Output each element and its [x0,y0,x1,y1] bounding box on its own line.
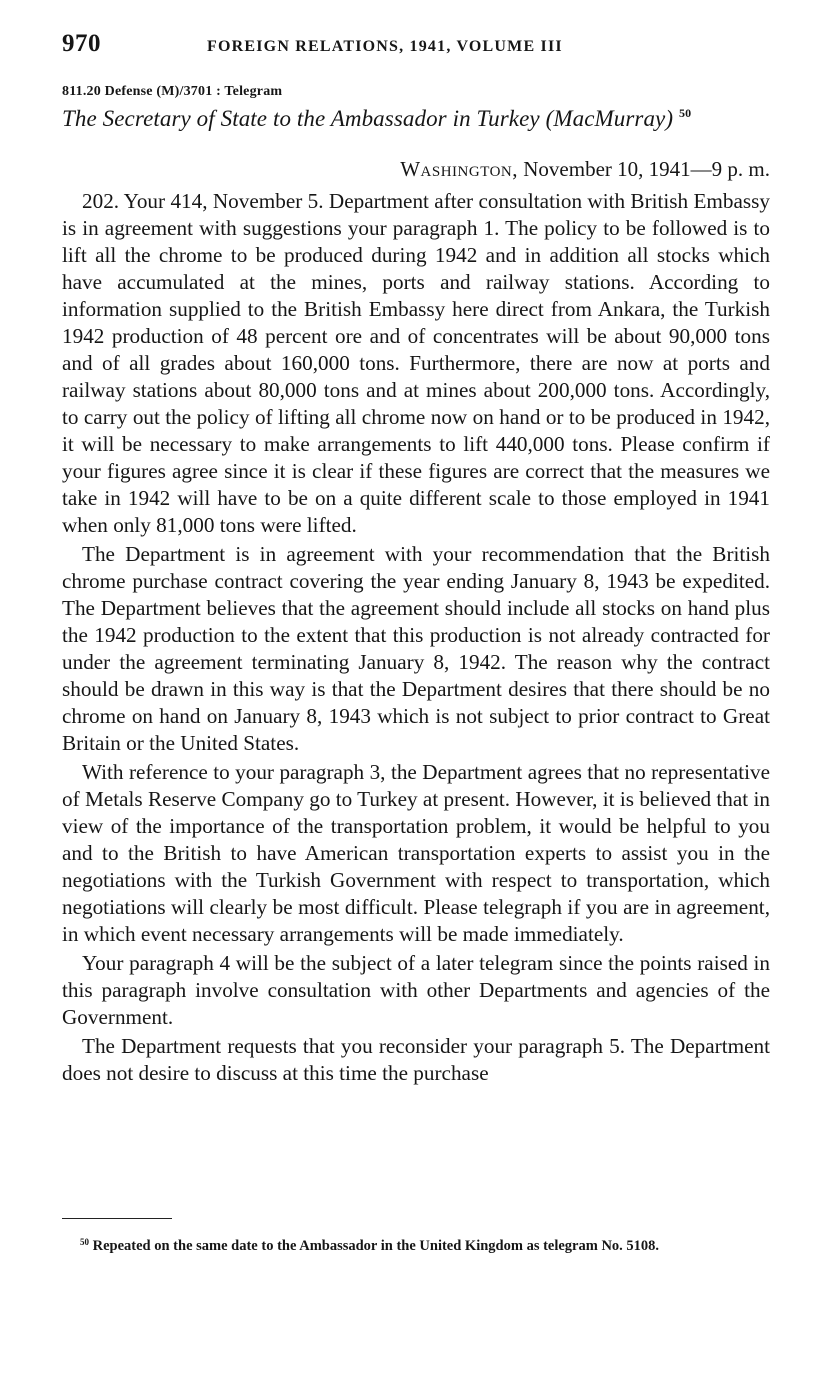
telegram-body [62,188,770,1089]
paragraph-4: Your paragraph 4 will be the subject of a later telegram since the points raised in this paragraph involve consultation with other Departments and agencies of the Government. [62,951,770,1029]
page-number: 970 [62,30,101,57]
title-footnote-mark: 50 [679,106,692,120]
document-title [62,106,770,132]
file-reference: 811.20 Defense (M)/3701 : Telegram [62,84,283,99]
footnote-divider [62,1218,172,1219]
page-header [62,30,770,66]
paragraph-1: 202. Your 414, November 5. Department after consultation with British Embassy is in agreement with suggestions your paragraph 1. The policy to be followed is to lift all the chrome to be produced during 1942 and in addition all stocks which have accumulated at the mines, ports and railway stations. According to information supplied to the British Embassy here direct from Ankara, the Turkish 1942 production of 48 percent ore and of concentrates will be about 90,000 tons and of all grades about 160,000 tons. Furthermore, there are now at ports and railway stations about 80,000 tons and at mines about 200,000 tons. Accordingly, to carry out the policy of lifting all chrome now on hand or to be produced in 1942, it will be necessary to make arrangements to lift 440,000 tons. Please confirm if your figures agree since it is clear if these figures are correct that the measures we take in 1942 will have to be on a quite different scale to those employed in 1941 when only 81,000 tons were lifted. [62,189,770,537]
dateline [400,157,770,182]
dateline-place: Washington, [400,157,519,181]
paragraph-5: The Department requests that you reconsider your paragraph 5. The Department does not desire to discuss at this time the purchase [62,1034,770,1085]
paragraph-3: With reference to your paragraph 3, the Department agrees that no representative of Metals Reserve Company go to Turkey at present. However, it is believed that in view of the importance of the transportation problem, it would be helpful to you and to the British to have American transportation experts to assist you in the negotiations with the Turkish Government with respect to transportation, which negotiations will clearly be most difficult. Please telegraph if you are in agreement, in which event necessary arrangements will be made immediately. [62,760,770,946]
document-title-text: The Secretary of State to the Ambassador in Turkey (MacMurray) [62,106,674,131]
running-head: FOREIGN RELATIONS, 1941, VOLUME III [207,38,563,55]
footnote-text: Repeated on the same date to the Ambassador in the United Kingdom as telegram No. 5108. [92,1238,660,1254]
footnote [62,1233,770,1255]
paragraph-2: The Department is in agreement with your recommendation that the British chrome purchase contract covering the year ending January 8, 1943 be expedited. The Department believes that the agreement should include all stocks on hand plus the 1942 production to the extent that this production is not already contracted for under the agreement terminating January 8, 1942. The reason why the contract should be drawn in this way is that the Department desires that there should be no chrome on hand on January 8, 1943 which is not subject to prior contract to Great Britain or the United States. [62,542,770,755]
dateline-date: November 10, 1941—9 p. m. [523,157,770,181]
footnote-mark: 50 [80,1237,89,1247]
